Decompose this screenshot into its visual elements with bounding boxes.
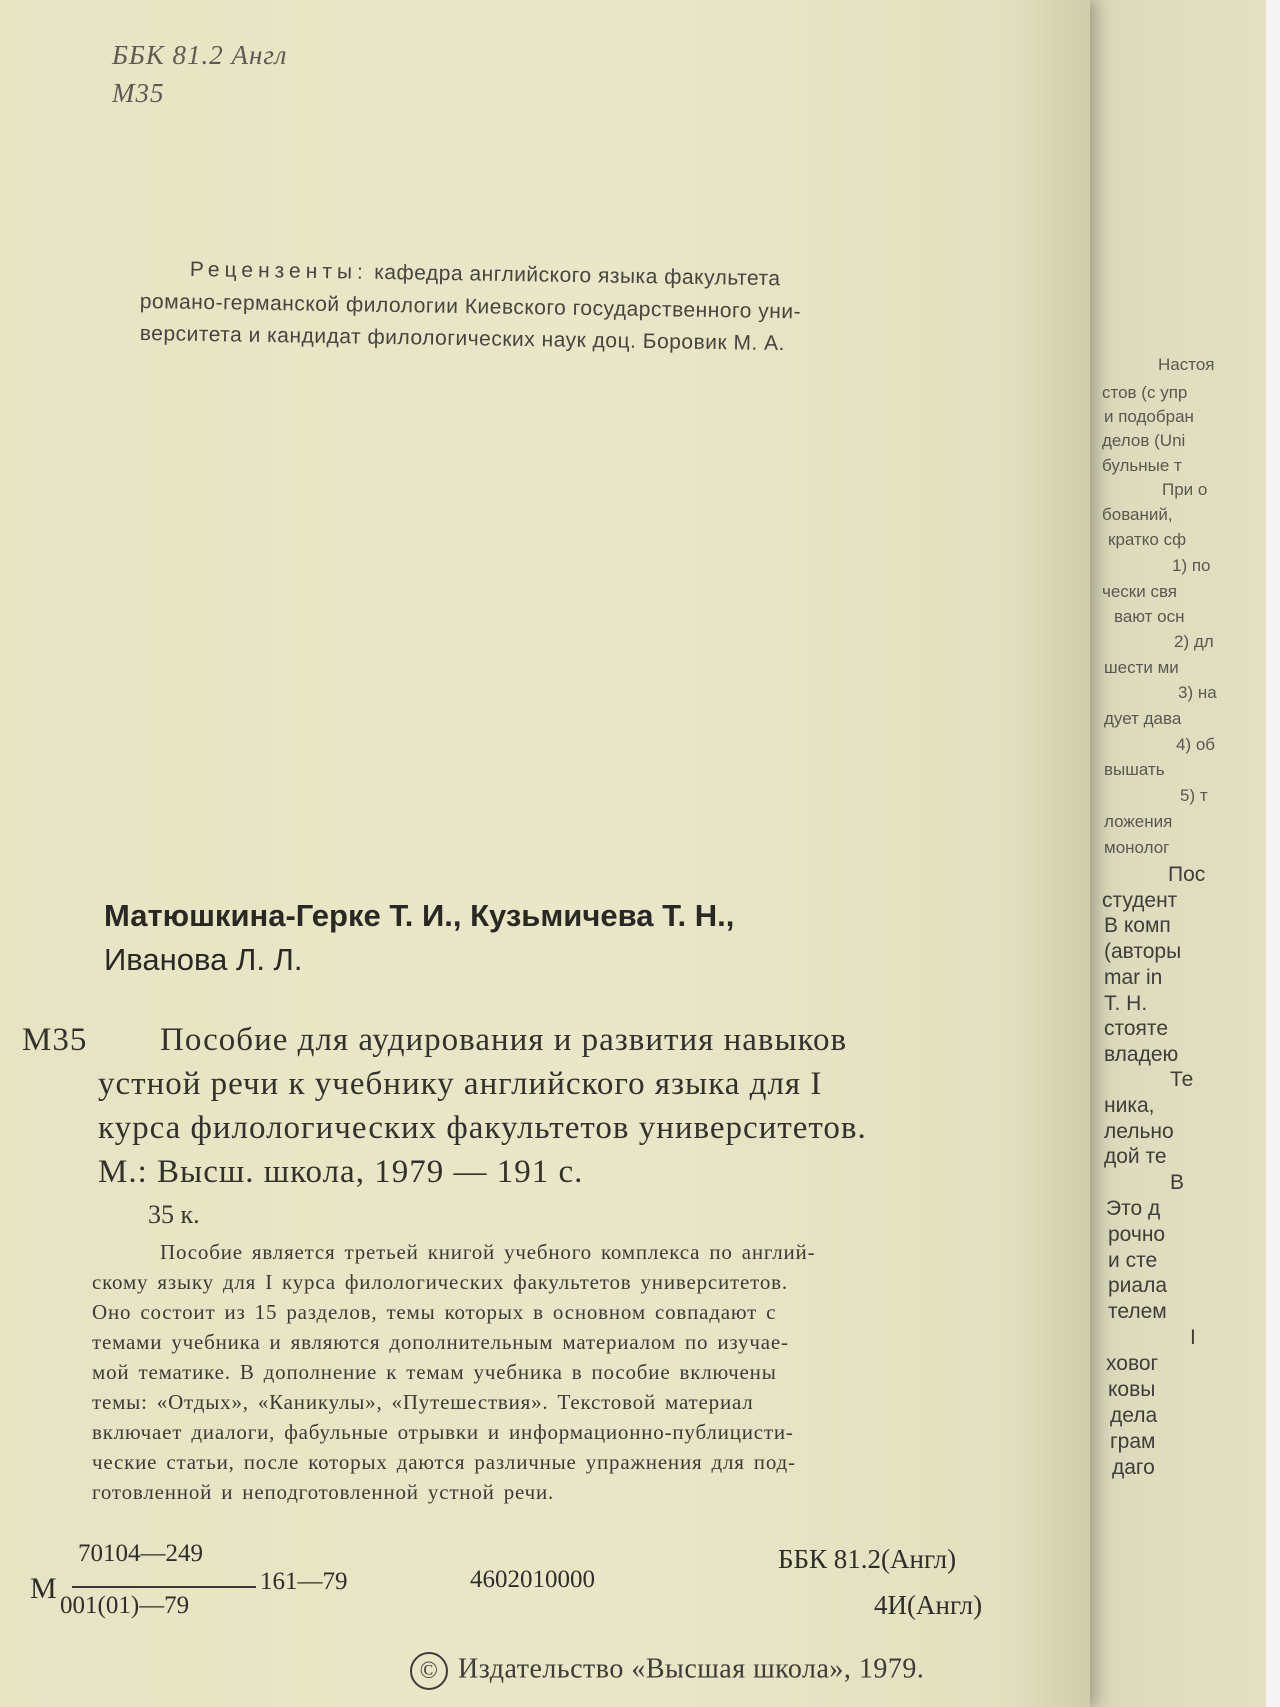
next-page-line: стов (с упр: [1102, 383, 1188, 402]
reviewers-label: Рецензенты:: [189, 258, 369, 284]
next-page-line: дой те: [1104, 1145, 1167, 1168]
abstract-line-7: включает диалоги, фабульные отрывки и информационно-публицисти-: [92, 1420, 794, 1444]
next-page-line: студент: [1102, 889, 1178, 912]
authors-line-2: Иванова Л. Л.: [104, 942, 303, 977]
abstract-line-4: темами учебника и являются дополнительным материалом по изучае-: [92, 1330, 789, 1354]
next-page-line: В: [1170, 1171, 1185, 1194]
next-page-line: монолог: [1104, 838, 1170, 857]
next-page-line: Пос: [1168, 863, 1206, 886]
next-page-line: бульные т: [1102, 456, 1182, 475]
next-page-line: ковы: [1108, 1378, 1156, 1401]
next-page-line: кратко сф: [1108, 530, 1187, 549]
next-page-line: и подобран: [1104, 407, 1194, 426]
next-page-line: mar in: [1104, 966, 1163, 989]
copyright-line: [410, 1652, 924, 1690]
reviewers-line-2: романо-германской филологии Киевского государственного уни-: [139, 290, 802, 324]
next-page-line: Те: [1170, 1068, 1194, 1091]
abstract-line-3: Оно состоит из 15 разделов, темы которых в основном совпадают с: [92, 1300, 777, 1324]
book-code: М35: [22, 1022, 88, 1058]
next-page-line: 3) на: [1178, 683, 1217, 702]
imprint-numerator: 70104—249: [78, 1540, 203, 1567]
next-page-line: и сте: [1108, 1249, 1158, 1272]
next-page-line: стояте: [1104, 1017, 1168, 1040]
next-page-line: рочно: [1108, 1223, 1166, 1246]
abstract-line-6: темы: «Отдых», «Каникулы», «Путешествия». Текстовой материал: [92, 1390, 754, 1414]
bbk-code: ББК 81.2 Англ: [112, 40, 288, 70]
imprint-denominator: 001(01)—79: [60, 1592, 190, 1619]
next-page-line: бований,: [1102, 505, 1173, 524]
next-page-line: В комп: [1104, 914, 1171, 937]
reviewers-line-3: верситета и кандидат филологических наук доц. Боровик М. А.: [139, 322, 786, 356]
next-page-line: I: [1190, 1326, 1196, 1349]
next-page-line: дела: [1110, 1404, 1158, 1427]
abstract-line-1: Пособие является третьей книгой учебного комплекса по англий-: [160, 1240, 816, 1264]
author-mark: М35: [112, 78, 165, 108]
price: 35 к.: [148, 1200, 200, 1229]
next-page-line: чески свя: [1102, 582, 1178, 601]
next-page-line: (авторы: [1104, 940, 1182, 963]
book-title-line-4: М.: Высш. школа, 1979 — 191 с.: [98, 1154, 584, 1190]
next-page-line: ховог: [1106, 1352, 1159, 1375]
imprint-letter: М: [30, 1572, 57, 1605]
imprint-number: 4602010000: [470, 1566, 595, 1593]
next-page-line: 2) дл: [1174, 632, 1214, 651]
book-title-line-1: Пособие для аудирования и развития навыков: [160, 1022, 848, 1058]
next-page-line: ложения: [1104, 812, 1173, 831]
next-page-line: Это д: [1106, 1197, 1161, 1220]
reviewers-text-1: кафедра английского языка факультета: [374, 260, 781, 291]
imprint-fraction-line: [72, 1586, 256, 1588]
imprint-order: 161—79: [260, 1568, 348, 1595]
next-page-line: делов (Uni: [1102, 431, 1186, 450]
abstract-line-9: готовленной и неподготовленной устной речи.: [92, 1480, 555, 1504]
reviewers-line-1: [190, 258, 781, 291]
next-page-line: владею: [1104, 1043, 1179, 1066]
photo-edge: [1266, 0, 1280, 1707]
book-title-line-3: курса филологических факультетов университетов.: [98, 1110, 867, 1146]
next-page-line: ника,: [1104, 1094, 1155, 1117]
next-page-line: телем: [1108, 1300, 1167, 1323]
next-page-line: Настоя: [1158, 355, 1215, 374]
copyright-text: Издательство «Высшая школа», 1979.: [458, 1653, 925, 1685]
abstract-line-5: мой тематике. В дополнение к темам учебника в пособие включены: [92, 1360, 777, 1384]
book-title-line-2: устной речи к учебнику английского языка для I: [98, 1066, 823, 1102]
authors-names: Матюшкина-Герке Т. И., Кузьмичева Т. Н.,: [104, 898, 735, 933]
next-page-line: 4) об: [1176, 735, 1216, 754]
next-page-line: 1) по: [1172, 556, 1211, 575]
next-page-line: Т. Н.: [1104, 992, 1148, 1015]
imprint-class: 4И(Англ): [874, 1590, 983, 1620]
next-page-line: вают осн: [1114, 607, 1185, 626]
abstract-line-2: скому языку для I курса филологических факультетов университетов.: [92, 1270, 788, 1294]
next-page-line: даго: [1112, 1456, 1155, 1479]
copyright-icon: ©: [410, 1652, 448, 1690]
next-page-line: вышать: [1104, 760, 1165, 779]
imprint-bbk: ББК 81.2(Англ): [778, 1544, 957, 1574]
next-page-line: грам: [1110, 1430, 1156, 1453]
next-page-line: лельно: [1104, 1120, 1174, 1143]
next-page: [1060, 0, 1280, 1707]
next-page-line: шести ми: [1104, 658, 1179, 677]
next-page-line: риала: [1108, 1274, 1168, 1297]
abstract-line-8: ческие статьи, после которых даются различные упражнения для под-: [92, 1450, 796, 1474]
authors-line-1: [104, 898, 734, 934]
next-page-line: 5) т: [1180, 786, 1208, 805]
next-page-line: дует дава: [1104, 709, 1182, 728]
next-page-line: При о: [1162, 480, 1208, 499]
